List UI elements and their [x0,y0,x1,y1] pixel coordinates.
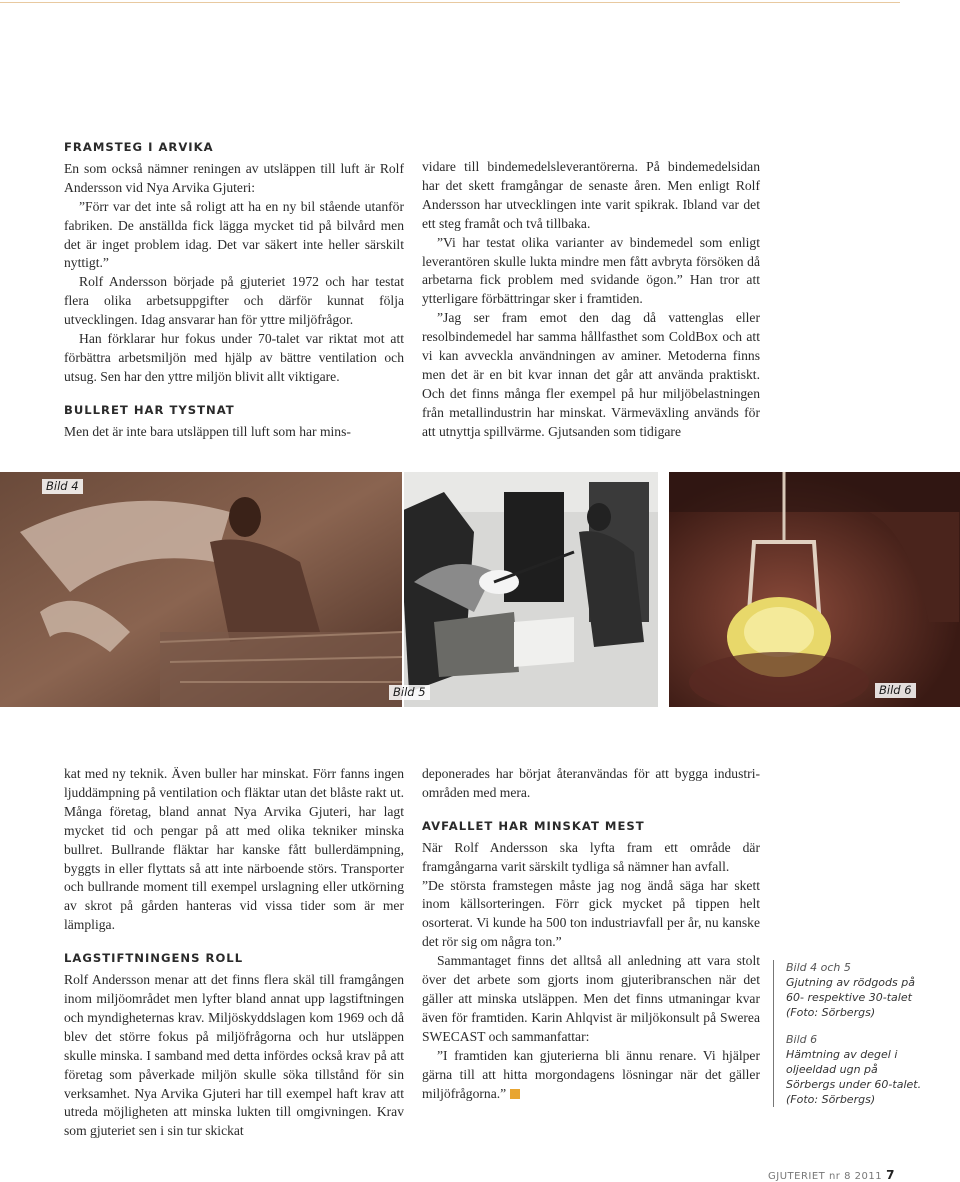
section-heading-bullret: BULLRET HAR TYSTNAT [64,402,235,417]
paragraph: När Rolf Andersson ska lyfta fram ett område där framgångarna varit särskilt tydliga så nämner han avfall. [422,839,760,874]
column-1-bottom [64,765,404,1141]
caption-text-2: Hämtning av degel i oljeeldad ugn på Sörbergs under 60-talet. (Foto: Sörbergs) [786,1048,922,1106]
paragraph: Men det är inte bara utsläppen till luft som har mins- [64,423,351,439]
column-1-top [64,138,404,442]
paragraph: ”Förr var det inte så roligt att ha en ny bil stående utanför fabriken. De anställda fick lägga mycket tid på bilvård men det är inget problem idag. Det var säkert inte heller särskilt nyttigt.” [64,198,404,271]
photo-label-bild-4: Bild 4 [42,479,83,494]
paragraph: vidare till bindemedelsleverantörerna. På bindemedelsidan har det skett framgångar de senaste åren. Men enligt Rolf Andersson har utvecklingen inte varit spikrak. Ibland var det ett steg framåt och två tillbaka. [422,159,760,231]
section-heading-lagstiftningens: LAGSTIFTNINGENS ROLL [64,951,244,966]
paragraph: ”Vi har testat olika varianter av bindemedel som enligt leverantören skulle lukta mindre men fått avbryta försöken då arbetarna fick problem med svidande ögon.” Han tror att ytterligare förbättringar sker i framtiden. [422,234,760,307]
photo-bild-6 [669,472,960,707]
photo-bild-5 [404,472,658,707]
page-number: 7 [886,1168,895,1182]
paragraph: ”Jag ser fram emot den dag då vattenglas eller resolbindemedel har samma hållfasthet som ColdBox och att vi kan avveckla användningen av aminer. Metoderna finns men det är en bit kvar innan det går att använda praktiskt. Och det finns många fler exempel på hur miljöbelastningen från metallindustrin har minskat. Värmeväxling används för att utnyttja spillvärme. Gjutsanden som tidigare [422,310,760,439]
paragraph: ”De största framstegen måste jag nog ändå säga har skett inom källsorteringen. Förr gick mycket på tippen helt osorterat. Vi kunde ha 500 ton industriavfall per år, nu kanske det rör sig om några ton.” [422,877,760,950]
photo-label-bild-5: Bild 5 [389,685,430,700]
photo-bild-4 [0,472,402,707]
paragraph: Sammantaget finns det alltså all anledning att vara stolt över det arbete som gjorts inom gjuteribranschen när det gäller att minska utsläppen. Men det finns utmaningar kvar även för framtiden. Karin Ahlqvist är miljökonsult på Swerea SWECAST och sammanfattar: [422,953,760,1044]
paragraph: En som också nämner reningen av utsläppen till luft är Rolf Andersson vid Nya Arvika Gjuteri: [64,160,404,195]
column-2-bottom [422,765,760,1103]
caption-title-1: Bild 4 och 5 [786,961,851,974]
final-quote: ”I framtiden kan gjuterierna bli ännu renare. Vi hjälper gärna till att hitta morgondagens lösningar när det gäller miljöfrågorna.” [422,1047,760,1101]
section-heading-avfallet: AVFALLET HAR MINSKAT MEST [422,818,645,833]
magazine-name: GJUTERIET nr 8 2011 [768,1171,883,1182]
photo-label-bild-6: Bild 6 [875,683,916,698]
paragraph: kat med ny teknik. Även buller har minskat. Förr fanns ingen ljuddämpning på ventilation och fläktar utan det blåste rakt ut. Många företag, bland annat Nya Arvika Gjuteri, har lagt mycket tid och pengar på att med olika tekniker minska bullret. Bullrande fläktar har kanske fått bullerdämpning, byggts in eller flyttats så att inte närboende störs. Transporter och bullrande moment till exempel urslagning eller utkörning av skrot på gården hanteras vid vissa tider som är mer lämpliga. [64,766,404,933]
photo-caption [773,960,926,1107]
end-mark-icon: G [510,1089,520,1099]
paragraph: Rolf Andersson började på gjuteriet 1972 och har testat flera olika arbetsuppgifter och därför kunnat följa utvecklingen. Idag ansvarar han för yttre miljöfrågor. [64,274,404,328]
paragraph: deponerades har börjat återanvändas för att bygga industri-områden med mera. [422,766,760,800]
paragraph: Han förklarar hur fokus under 70-talet var riktat mot att förbättra arbetsmiljön med hjälp av bättre ventilation och utsug. Sen har den yttre miljön blivit allt viktigare. [64,331,404,384]
caption-text-1: Gjutning av rödgods på 60- respektive 30-talet (Foto: Sörbergs) [786,976,915,1019]
top-rule [0,2,900,3]
paragraph: Rolf Andersson menar att det finns flera skäl till framgången inom miljöområdet men lyfter bland annat upp lagstiftningen och myndigheternas krav. Miljöskyddslagen kom 1969 och då blev det större fokus på miljöfrågorna och hur utsläppen skulle minska. I samband med detta infördes också krav på att företag som påverkade miljön skulle söka tillstånd för sin verksamhet. Nya Arvika Gjuteri har till exempel haft krav att utreda möjligheten att minska lukten till omgivningen. Krav som gjuteriet sen i sin tur skickat [64,972,404,1139]
paragraph-final [422,1047,760,1104]
section-heading-framsteg: FRAMSTEG I ARVIKA [64,140,214,154]
caption-title-2: Bild 6 [786,1033,818,1046]
column-2-top [422,158,760,442]
